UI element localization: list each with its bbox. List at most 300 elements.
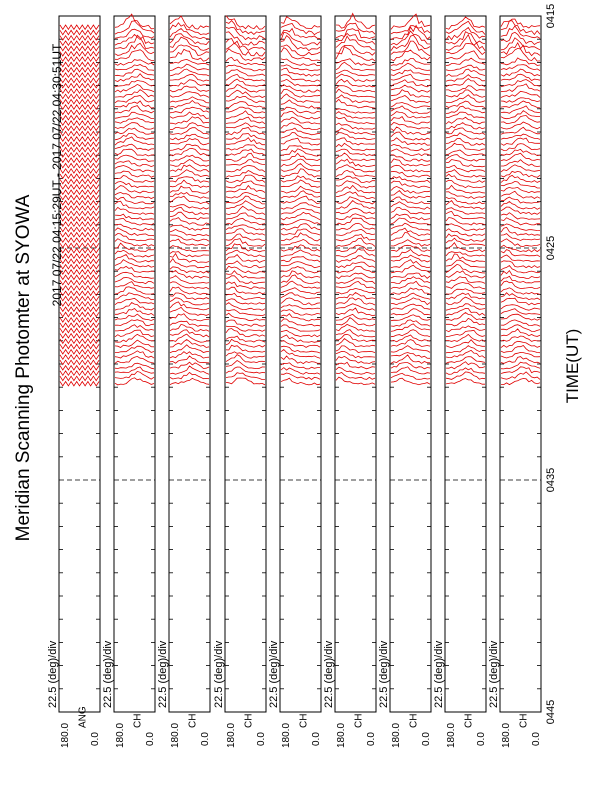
series-trace — [281, 94, 320, 102]
series-trace — [391, 106, 430, 114]
series-trace — [60, 89, 99, 93]
series-trace — [281, 271, 320, 278]
series-trace — [336, 351, 375, 358]
series-trace — [60, 142, 99, 146]
series-trace — [115, 282, 154, 289]
series-trace — [391, 277, 430, 284]
series-trace — [60, 30, 99, 34]
series-trace — [170, 59, 209, 65]
series-trace — [391, 330, 430, 337]
series-trace — [226, 345, 265, 352]
series-trace — [170, 207, 209, 214]
series-trace — [60, 339, 99, 343]
series-trace — [170, 307, 209, 315]
series-trace — [60, 323, 99, 327]
series-trace — [336, 308, 375, 316]
series-trace — [60, 174, 99, 178]
y-tick-label-max: 180.0 — [391, 722, 402, 748]
series-trace — [281, 298, 320, 305]
series-trace — [281, 346, 320, 353]
series-trace — [60, 52, 99, 56]
series-trace — [115, 166, 154, 172]
series-trace — [446, 368, 485, 374]
series-trace — [60, 126, 99, 130]
series-trace — [60, 233, 99, 237]
series-trace — [501, 138, 540, 145]
x-tick-label: 0425 — [545, 235, 557, 261]
y-scale-label: 22.5 (deg)/div — [378, 640, 390, 708]
series-trace — [446, 128, 485, 135]
y-tick-label-max: 180.0 — [226, 722, 237, 748]
series-trace — [336, 214, 375, 220]
series-name: CH — [187, 713, 199, 728]
series-trace — [391, 378, 430, 385]
panels — [47, 4, 557, 748]
series-name: CH — [408, 713, 420, 728]
series-trace — [281, 262, 320, 268]
series-trace — [115, 330, 154, 337]
panel-2 — [102, 14, 156, 748]
series-trace — [281, 208, 320, 214]
series-trace — [501, 181, 540, 188]
series-trace — [115, 250, 154, 257]
series-trace — [446, 264, 485, 273]
series-trace — [115, 182, 154, 188]
series-trace — [391, 144, 430, 150]
series-trace — [115, 243, 154, 252]
x-tick-label: 0445 — [545, 699, 557, 725]
y-scale-label: 22.5 (deg)/div — [102, 640, 114, 708]
series-trace — [60, 169, 99, 173]
series-trace — [170, 271, 209, 279]
series-name: CH — [298, 713, 310, 728]
series-trace — [446, 252, 485, 257]
series-name: CH — [518, 713, 530, 728]
series-trace — [60, 286, 99, 290]
series-trace — [170, 92, 209, 98]
series-trace — [501, 116, 540, 124]
series-trace — [115, 34, 154, 45]
y-tick-label-min: 0.0 — [366, 732, 377, 746]
series-trace — [281, 196, 320, 204]
series-trace — [501, 127, 540, 134]
series-trace — [391, 298, 430, 305]
series-trace — [446, 211, 485, 218]
series-trace — [115, 260, 154, 268]
series-trace — [226, 225, 265, 230]
y-scale-label: 22.5 (deg)/div — [323, 640, 335, 708]
series-trace — [115, 340, 154, 347]
series-trace — [446, 180, 485, 187]
series-trace — [391, 112, 430, 118]
series-trace — [391, 233, 430, 241]
series-trace — [446, 155, 485, 162]
series-trace — [336, 109, 375, 114]
series-trace — [60, 265, 99, 269]
series-trace — [391, 123, 430, 129]
series-trace — [115, 80, 154, 86]
series-trace — [60, 334, 99, 338]
series-trace — [281, 288, 320, 294]
series-trace — [170, 144, 209, 150]
series-trace — [501, 325, 540, 332]
series-trace — [501, 134, 540, 139]
series-trace — [336, 29, 375, 39]
series-trace — [446, 90, 485, 97]
series-trace — [60, 270, 99, 274]
series-trace — [446, 185, 485, 193]
panel-frame — [169, 16, 210, 712]
series-trace — [226, 229, 265, 236]
series-trace — [60, 78, 99, 82]
series-trace — [501, 239, 540, 247]
series-trace — [60, 366, 99, 370]
series-trace — [226, 39, 265, 51]
y-scale-label: 22.5 (deg)/div — [157, 640, 169, 708]
series-trace — [391, 309, 430, 315]
series-trace — [336, 293, 375, 300]
series-trace — [336, 23, 375, 34]
series-trace — [60, 73, 99, 77]
series-trace — [60, 302, 99, 306]
y-scale-label: 22.5 (deg)/div — [433, 640, 445, 708]
series-trace — [281, 123, 320, 130]
series-trace — [391, 340, 430, 347]
series-trace — [170, 321, 209, 326]
series-trace — [226, 218, 265, 224]
chart-title: Meridian Scanning Photomter at SYOWA — [13, 194, 34, 542]
series-trace — [336, 288, 375, 294]
series-trace — [226, 192, 265, 198]
series-trace — [170, 372, 209, 379]
series-trace — [60, 36, 99, 40]
series-trace — [170, 177, 209, 183]
series-trace — [115, 255, 154, 263]
series-trace — [501, 48, 540, 61]
x-tick-label: 0415 — [545, 3, 557, 29]
panel-5 — [268, 16, 322, 748]
series-trace — [170, 128, 209, 135]
series-trace — [391, 74, 430, 80]
series-trace — [226, 234, 265, 241]
series-trace — [501, 362, 540, 369]
series-trace — [501, 65, 540, 71]
series-trace — [170, 186, 209, 193]
series-trace — [281, 117, 320, 124]
series-trace — [391, 214, 430, 220]
chart-subtitle: 2017 07/22 04:15:29UT - 2017 07/22 04:30:51UT — [50, 43, 64, 307]
y-tick-label-min: 0.0 — [476, 732, 487, 746]
series-trace — [446, 254, 485, 262]
series-trace — [170, 117, 209, 124]
series-trace — [60, 68, 99, 72]
series-trace — [60, 371, 99, 375]
series-trace — [226, 355, 265, 363]
series-trace — [226, 70, 265, 76]
series-trace — [170, 139, 209, 145]
series-trace — [60, 291, 99, 295]
series-trace — [391, 80, 430, 87]
series-trace — [336, 86, 375, 92]
series-trace — [60, 275, 99, 279]
series-trace — [115, 309, 154, 316]
series-trace — [281, 133, 320, 140]
series-trace — [501, 58, 540, 66]
series-trace — [501, 187, 540, 192]
series-traces — [501, 19, 540, 385]
y-tick-label-max: 180.0 — [170, 722, 181, 748]
series-trace — [226, 276, 265, 284]
series-trace — [281, 17, 320, 29]
series-trace — [391, 255, 430, 262]
series-trace — [281, 75, 320, 82]
series-trace — [336, 62, 375, 70]
series-trace — [226, 310, 265, 316]
series-trace — [226, 339, 265, 347]
series-trace — [281, 378, 320, 385]
series-trace — [336, 298, 375, 305]
series-trace — [226, 378, 265, 385]
panel-7 — [378, 14, 432, 748]
series-trace — [281, 164, 320, 172]
series-trace — [336, 318, 375, 326]
series-trace — [60, 217, 99, 221]
series-trace — [60, 227, 99, 231]
panel-frame — [225, 16, 266, 712]
series-traces — [446, 17, 485, 384]
series-trace — [60, 84, 99, 88]
series-trace — [281, 305, 320, 309]
series-trace — [60, 190, 99, 194]
series-traces — [226, 16, 265, 385]
y-tick-label-max: 180.0 — [60, 722, 71, 748]
series-trace — [60, 25, 99, 29]
series-trace — [281, 356, 320, 364]
y-tick-label-min: 0.0 — [311, 732, 322, 746]
series-trace — [226, 165, 265, 172]
series-trace — [115, 378, 154, 385]
series-trace — [281, 310, 320, 316]
series-trace — [226, 145, 265, 150]
series-trace — [281, 363, 320, 369]
series-trace — [391, 228, 430, 236]
series-trace — [281, 79, 320, 86]
series-trace — [60, 57, 99, 61]
series-trace — [501, 367, 540, 374]
series-trace — [170, 246, 209, 252]
series-traces — [281, 17, 320, 385]
series-trace — [391, 367, 430, 374]
series-traces — [170, 16, 209, 385]
series-trace — [446, 238, 485, 245]
series-trace — [170, 64, 209, 71]
series-trace — [391, 288, 430, 294]
series-trace — [115, 69, 154, 76]
series-trace — [336, 176, 375, 182]
series-trace — [60, 259, 99, 263]
series-trace — [60, 131, 99, 135]
series-trace — [60, 158, 99, 162]
series-trace — [60, 163, 99, 167]
series-trace — [226, 96, 265, 102]
series-trace — [336, 229, 375, 235]
panel-frame — [280, 16, 321, 712]
series-trace — [501, 69, 540, 76]
series-trace — [115, 171, 154, 177]
series-trace — [226, 107, 265, 113]
series-trace — [446, 28, 485, 40]
y-tick-label-max: 180.0 — [115, 722, 126, 748]
series-trace — [60, 100, 99, 104]
series-trace — [60, 254, 99, 258]
series-trace — [115, 112, 154, 118]
series-trace — [501, 314, 540, 320]
series-trace — [115, 272, 154, 278]
panel-6 — [323, 14, 377, 749]
series-name: ANG — [77, 706, 89, 728]
series-trace — [60, 94, 99, 98]
series-trace — [60, 206, 99, 210]
series-trace — [391, 103, 430, 109]
series-trace — [226, 57, 265, 65]
series-trace — [391, 346, 430, 353]
series-trace — [60, 41, 99, 45]
series-trace — [226, 102, 265, 108]
series-trace — [60, 195, 99, 199]
series-trace — [60, 307, 99, 311]
series-trace — [115, 314, 154, 320]
series-trace — [501, 98, 540, 103]
series-trace — [501, 91, 540, 97]
series-traces — [391, 14, 430, 385]
series-trace — [281, 212, 320, 220]
y-tick-label-min: 0.0 — [256, 732, 267, 746]
series-trace — [60, 179, 99, 183]
series-trace — [501, 372, 540, 380]
series-trace — [226, 255, 265, 263]
series-trace — [60, 328, 99, 332]
series-trace — [60, 344, 99, 348]
y-tick-label-min: 0.0 — [421, 732, 432, 746]
series-trace — [391, 218, 430, 225]
series-trace — [60, 312, 99, 316]
series-trace — [226, 123, 265, 128]
panel-9 — [488, 16, 542, 748]
series-trace — [446, 346, 485, 353]
series-trace — [391, 273, 430, 278]
series-trace — [170, 259, 209, 268]
series-trace — [446, 58, 485, 65]
y-tick-label-min: 0.0 — [90, 732, 101, 746]
series-trace — [391, 363, 430, 369]
series-trace — [115, 334, 154, 342]
series-trace — [226, 320, 265, 326]
series-trace — [336, 334, 375, 341]
series-name: CH — [243, 713, 255, 728]
series-trace — [115, 201, 154, 209]
series-trace — [336, 181, 375, 188]
x-tick-label: 0435 — [545, 467, 557, 493]
series-trace — [115, 278, 154, 284]
series-trace — [60, 105, 99, 109]
series-trace — [170, 302, 209, 310]
series-trace — [391, 223, 430, 230]
series-name: CH — [132, 713, 144, 728]
x-axis-label: TIME(UT) — [563, 328, 582, 404]
series-trace — [60, 360, 99, 364]
series-trace — [281, 257, 320, 262]
series-trace — [170, 97, 209, 103]
series-trace — [446, 318, 485, 326]
series-trace — [446, 313, 485, 321]
panel-8 — [433, 16, 487, 748]
series-trace — [501, 305, 540, 311]
series-trace — [60, 296, 99, 300]
series-trace — [226, 303, 265, 311]
series-trace — [446, 160, 485, 167]
series-trace — [170, 49, 209, 61]
series-trace — [391, 249, 430, 257]
series-trace — [501, 122, 540, 129]
series-trace — [391, 172, 430, 178]
series-trace — [60, 249, 99, 253]
y-tick-label-max: 180.0 — [281, 722, 292, 748]
series-trace — [446, 330, 485, 336]
series-name: CH — [463, 713, 475, 728]
series-trace — [60, 62, 99, 66]
series-trace — [226, 313, 265, 320]
series-trace — [60, 137, 99, 141]
series-trace — [60, 350, 99, 354]
panel-4 — [213, 16, 267, 748]
series-trace — [391, 353, 430, 359]
series-trace — [115, 234, 154, 241]
series-trace — [391, 207, 430, 214]
series-trace — [226, 74, 265, 81]
y-tick-label-min: 0.0 — [200, 732, 211, 746]
series-trace — [226, 352, 265, 358]
series-trace — [501, 346, 540, 353]
series-trace — [170, 23, 209, 35]
series-trace — [281, 350, 320, 359]
series-trace — [336, 201, 375, 209]
series-trace — [336, 70, 375, 76]
series-trace — [60, 280, 99, 284]
series-trace — [115, 144, 154, 150]
series-trace — [336, 74, 375, 82]
series-trace — [226, 250, 265, 256]
series-trace — [170, 378, 209, 384]
panel-frame — [335, 16, 376, 712]
series-trace — [501, 320, 540, 326]
series-trace — [170, 16, 209, 29]
series-trace — [501, 171, 540, 177]
y-scale-label: 22.5 (deg)/div — [213, 640, 225, 708]
series-trace — [336, 278, 375, 284]
series-trace — [336, 266, 375, 273]
series-traces — [115, 14, 154, 385]
series-trace — [60, 116, 99, 120]
series-trace — [226, 153, 265, 161]
y-tick-label-min: 0.0 — [145, 732, 156, 746]
series-trace — [115, 363, 154, 369]
series-trace — [336, 304, 375, 311]
series-trace — [170, 112, 209, 118]
panel-frame — [445, 16, 486, 712]
series-trace — [170, 155, 209, 161]
series-name: CH — [353, 713, 365, 728]
series-trace — [446, 283, 485, 289]
